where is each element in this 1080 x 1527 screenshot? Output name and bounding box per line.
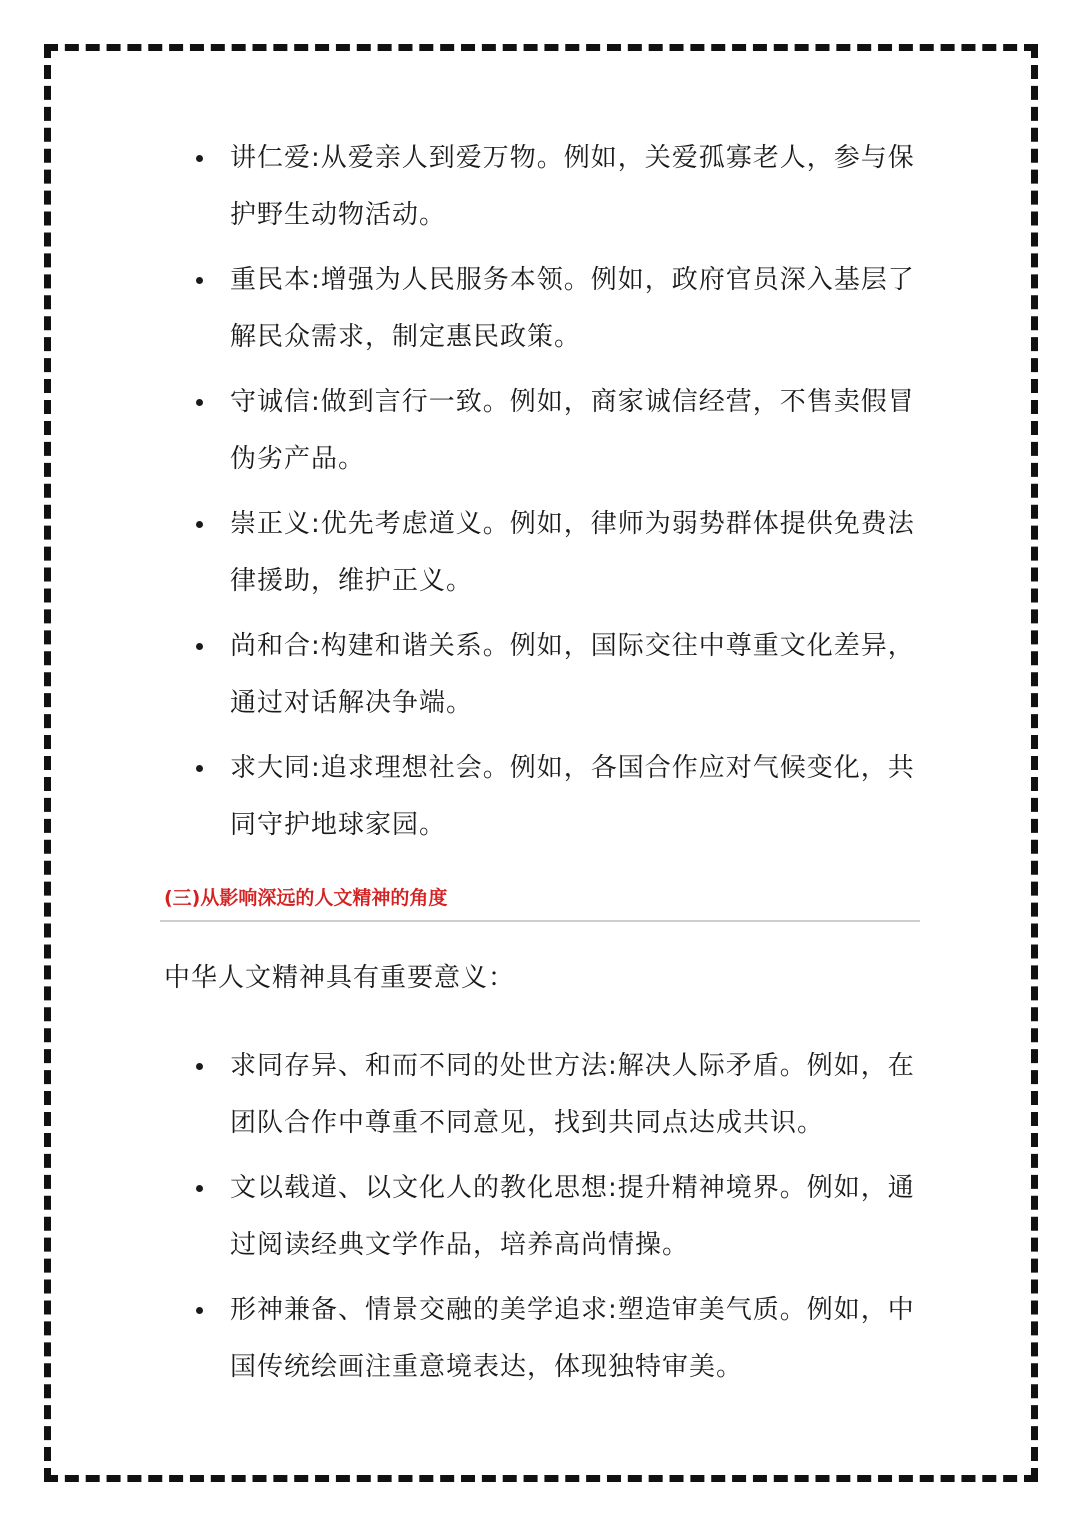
list-item-desc: 增强为人民服务本领。例如，政府官员深入基层了解民众需求，制定惠民政策。 — [230, 265, 915, 352]
section-heading-block — [160, 884, 920, 922]
bullet-icon — [196, 1307, 203, 1314]
list-item: 求同存异、和而不同的处世方法:解决人际矛盾。例如，在团队合作中尊重不同意见，找到共同点达成共识。 — [160, 1038, 920, 1152]
bullet-icon — [196, 277, 203, 284]
section-intro: 中华人文精神具有重要意义： — [164, 963, 516, 993]
list-item-term: 形神兼备、情景交融的美学追求 — [230, 1295, 609, 1325]
list-item: 求大同:追求理想社会。例如，各国合作应对气候变化，共同守护地球家园。 — [160, 740, 920, 854]
list-item-desc: 追求理想社会。例如，各国合作应对气候变化，共同守护地球家园。 — [230, 753, 915, 840]
list-item-term: 重民本 — [230, 265, 312, 295]
list-item-desc: 构建和谐关系。例如，国际交往中尊重文化差异，通过对话解决争端。 — [230, 631, 915, 718]
list-item-term: 尚和合 — [230, 631, 312, 661]
list-item-desc: 提升精神境界。例如，通过阅读经典文学作品，培养高尚情操。 — [230, 1173, 915, 1260]
list-item: 尚和合:构建和谐关系。例如，国际交往中尊重文化差异，通过对话解决争端。 — [160, 618, 920, 732]
list-item-desc: 从爱亲人到爱万物。例如，关爱孤寡老人，参与保护野生动物活动。 — [230, 143, 915, 230]
list-item: 守诚信:做到言行一致。例如，商家诚信经营，不售卖假冒伪劣产品。 — [160, 374, 920, 488]
list-item-desc: 做到言行一致。例如，商家诚信经营，不售卖假冒伪劣产品。 — [230, 387, 915, 474]
list-item: 崇正义:优先考虑道义。例如，律师为弱势群体提供免费法律援助，维护正义。 — [160, 496, 920, 610]
bullet-icon — [196, 643, 203, 650]
list-item: 重民本:增强为人民服务本领。例如，政府官员深入基层了解民众需求，制定惠民政策。 — [160, 252, 920, 366]
list-item-desc: 解决人际矛盾。例如，在团队合作中尊重不同意见，找到共同点达成共识。 — [230, 1051, 915, 1138]
list-item-term: 求同存异、和而不同的处世方法 — [230, 1051, 609, 1081]
list-item-term: 崇正义 — [230, 509, 312, 539]
list-item: 文以载道、以文化人的教化思想:提升精神境界。例如，通过阅读经典文学作品，培养高尚情操。 — [160, 1160, 920, 1274]
bullet-icon — [196, 155, 203, 162]
list-item: 形神兼备、情景交融的美学追求:塑造审美气质。例如，中国传统绘画注重意境表达，体现独特审美。 — [160, 1282, 920, 1396]
list-item-term: 文以载道、以文化人的教化思想 — [230, 1173, 609, 1203]
bullet-icon — [196, 1063, 203, 1070]
bullet-icon — [196, 1185, 203, 1192]
list-item-desc: 塑造审美气质。例如，中国传统绘画注重意境表达，体现独特审美。 — [230, 1295, 915, 1382]
list-item-term: 守诚信 — [230, 387, 312, 417]
list-item-term: 求大同 — [230, 753, 312, 783]
list-item-term: 讲仁爱 — [230, 143, 312, 173]
section-heading: (三)从影响深远的人文精神的角度 — [164, 887, 448, 909]
document-body — [160, 130, 920, 1404]
bullet-icon — [196, 399, 203, 406]
values-list-1 — [160, 130, 920, 854]
bullet-icon — [196, 765, 203, 772]
list-item-desc: 优先考虑道义。例如，律师为弱势群体提供免费法律援助，维护正义。 — [230, 509, 915, 596]
list-item: 讲仁爱:从爱亲人到爱万物。例如，关爱孤寡老人，参与保护野生动物活动。 — [160, 130, 920, 244]
bullet-icon — [196, 521, 203, 528]
values-list-2 — [160, 1038, 920, 1396]
